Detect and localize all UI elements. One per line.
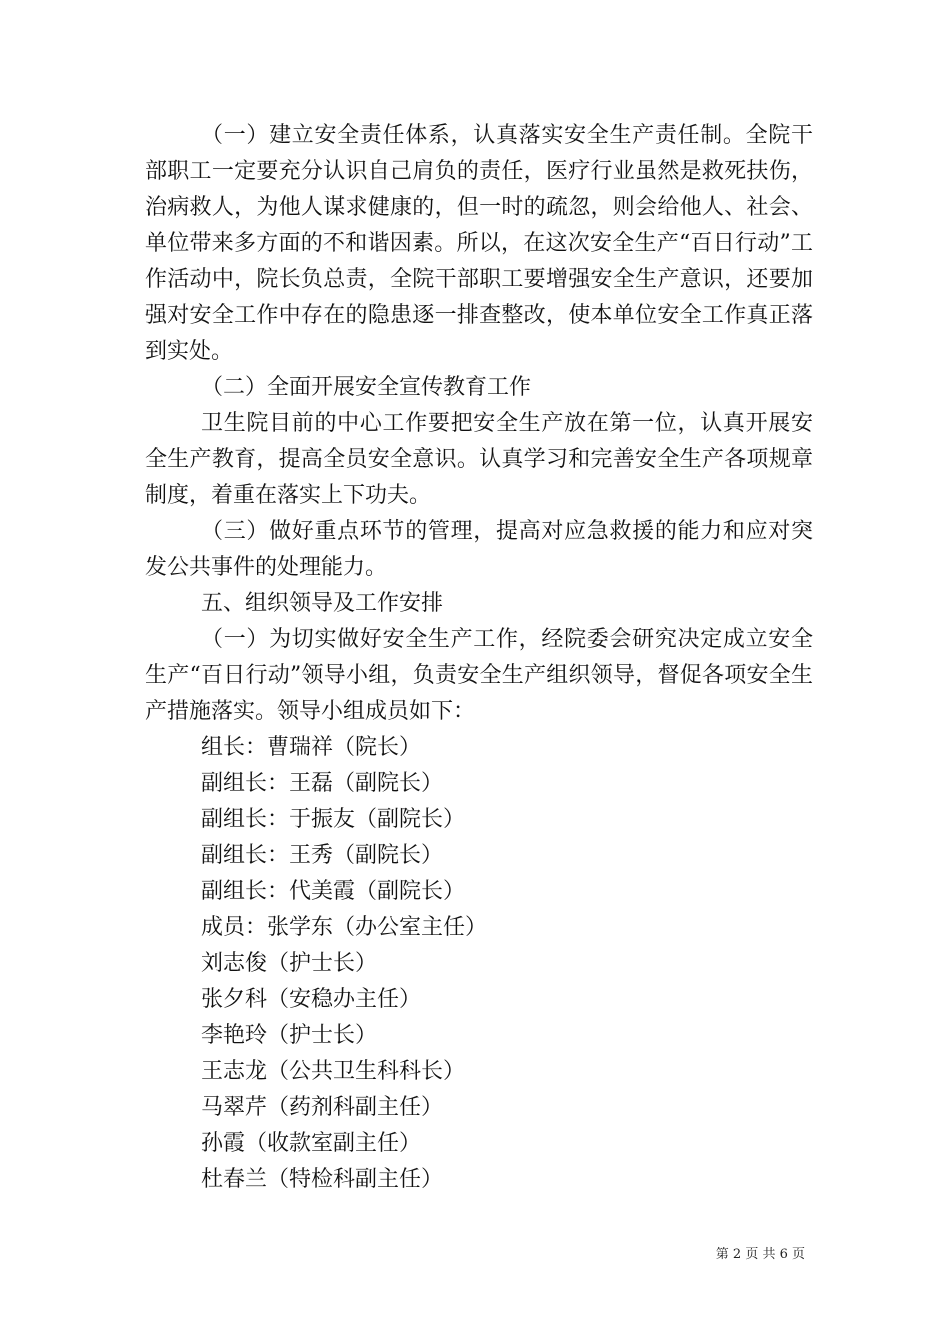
list-item: 组长：曹瑞祥（院长） xyxy=(201,735,422,760)
list-item: 副组长：王磊（副院长） xyxy=(201,771,444,796)
list-item: 杜春兰（特检科副主任） xyxy=(201,1167,444,1192)
list-item: 成员：张学东（办公室主任） xyxy=(201,915,488,940)
list-item: 孙霞（收款室副主任） xyxy=(201,1131,422,1156)
section-heading-organization: 五、组织领导及工作安排 xyxy=(201,591,444,616)
paragraph-safety-education: 卫生院目前的中心工作要把安全生产放在第一位，认真开展安全生产教育，提高全员安全意识。认真学习和完善安全生产各项规章制度，着重在落实上下功夫。 xyxy=(145,411,813,508)
list-item: 王志龙（公共卫生科科长） xyxy=(201,1059,466,1084)
list-item: 马翠芹（药剂科副主任） xyxy=(201,1095,444,1120)
paragraph-key-links: （三）做好重点环节的管理，提高对应急救援的能力和应对突发公共事件的处理能力。 xyxy=(145,519,813,580)
paragraph-leading-group: （一）为切实做好安全生产工作，经院委会研究决定成立安全生产“百日行动”领导小组，负责安全生产组织领导，督促各项安全生产措施落实。领导小组成员如下： xyxy=(145,627,813,724)
document-body xyxy=(145,118,813,1198)
paragraph-safety-education-heading: （二）全面开展安全宣传教育工作 xyxy=(201,375,532,400)
list-item: 张夕科（安稳办主任） xyxy=(201,987,422,1012)
list-item: 副组长：王秀（副院长） xyxy=(201,843,444,868)
list-item: 副组长：代美霞（副院长） xyxy=(201,879,466,904)
list-item: 副组长：于振友（副院长） xyxy=(201,807,466,832)
list-item: 李艳玲（护士长） xyxy=(201,1023,378,1048)
list-item: 刘志俊（护士长） xyxy=(201,951,378,976)
paragraph-responsibility-system: （一）建立安全责任体系，认真落实安全生产责任制。全院干部职工一定要充分认识自己肩负的责任，医疗行业虽然是救死扶伤，治病救人，为他人谋求健康的，但一时的疏忽，则会给他人、社会、单位带来多方面的不和谐因素。所以，在这次安全生产“百日行动”工作活动中，院长负总责，全院干部职工要增强安全生产意识，还要加强对安全工作中存在的隐患逐一排查整改，使本单位安全工作真正落到实处。 xyxy=(145,123,813,364)
page-number: 第 2 页 共 6 页 xyxy=(715,1247,805,1262)
member-list xyxy=(145,730,813,1198)
